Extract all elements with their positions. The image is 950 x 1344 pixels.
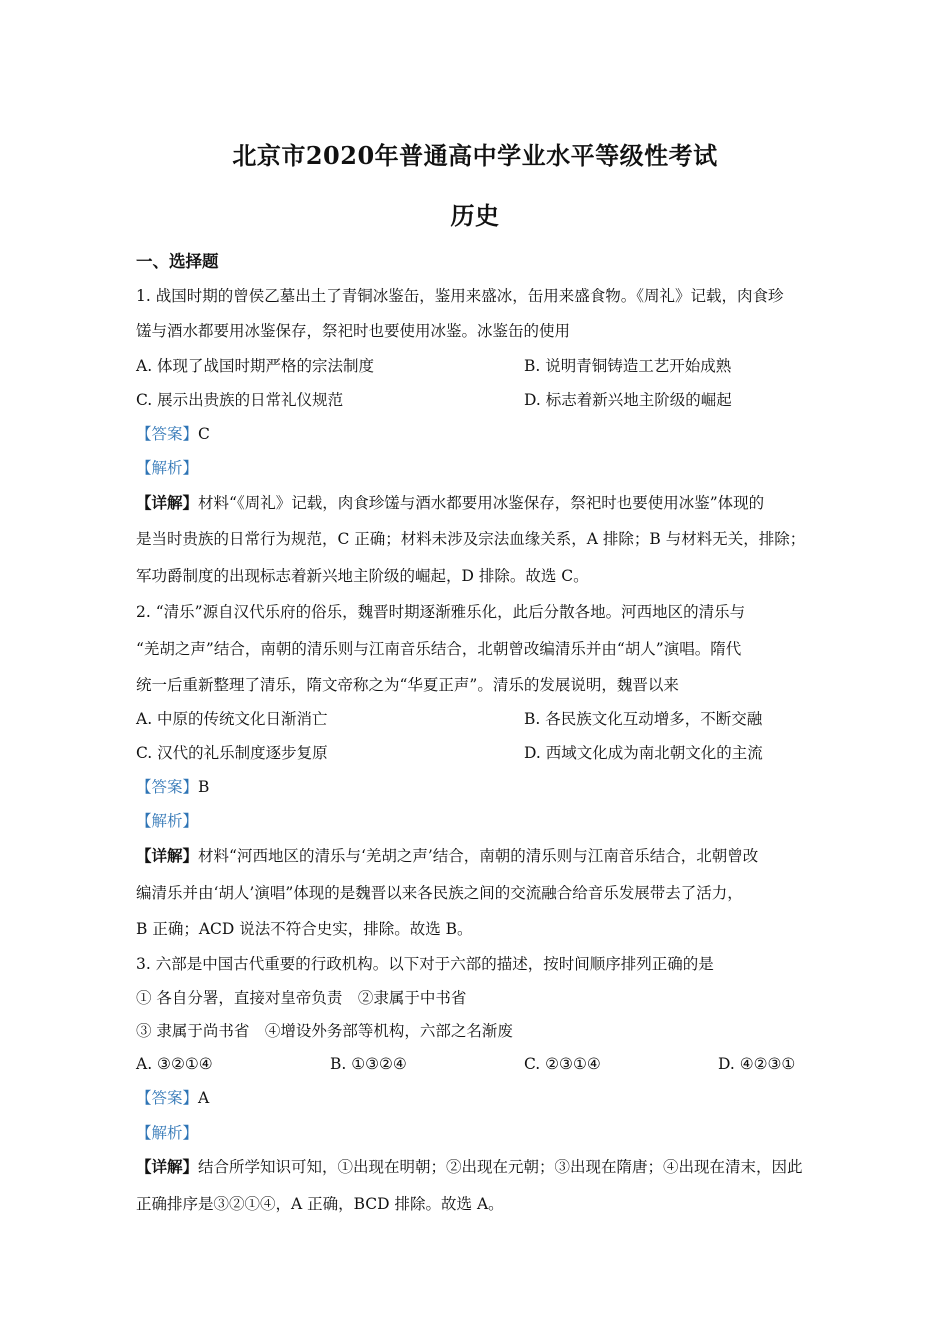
- section-heading: 一、选择题: [136, 252, 219, 271]
- q3-option-c: C. ②③①④: [524, 1055, 601, 1073]
- q1-stem-line: 馐与酒水都要用冰鉴保存，祭祀时也要使用冰鉴。冰鉴缶的使用: [136, 322, 571, 340]
- q3-detail-line: 正确排序是③②①④，A 正确，BCD 排除。故选 A。: [136, 1195, 504, 1213]
- document-title: 北京市2020年普通高中学业水平等级性考试: [232, 141, 718, 170]
- q3-option-a: A. ③②①④: [136, 1055, 213, 1073]
- q3-detail-text: 结合所学知识可知，①出现在明朝；②出现在元朝；③出现在隋唐；④出现在清末，因此: [198, 1158, 803, 1176]
- q2-answer-value: B: [198, 778, 210, 796]
- q1-analysis-label: 【解析】: [136, 459, 199, 477]
- q1-answer-value: C: [198, 425, 210, 443]
- answer-label: 【答案】: [136, 778, 199, 796]
- q3-option-d: D. ④②③①: [718, 1055, 796, 1073]
- q1-detail-line: [136, 492, 826, 514]
- q2-option-c: C. 汉代的礼乐制度逐步复原: [136, 744, 328, 762]
- q3-answer-value: A: [198, 1089, 210, 1107]
- q3-stem-line: 3. 六部是中国古代重要的行政机构。以下对于六部的描述，按时间顺序排列正确的是: [136, 955, 714, 973]
- answer-label: 【答案】: [136, 1089, 199, 1107]
- detail-label: 【详解】: [136, 493, 199, 512]
- q2-answer-row: [136, 776, 826, 798]
- q1-detail-line: 是当时贵族的日常行为规范，C 正确；材料未涉及宗法血缘关系，A 排除；B 与材料无关，排除；: [136, 530, 806, 548]
- q3-stem-line: ① 各自分署，直接对皇帝负责 ②隶属于中书省: [136, 989, 467, 1007]
- q2-stem-line: 2. “清乐”源自汉代乐府的俗乐，魏晋时期逐渐雅乐化，此后分散各地。河西地区的清乐与: [136, 603, 746, 621]
- q2-analysis-label: 【解析】: [136, 812, 199, 830]
- q3-detail-line: [136, 1156, 826, 1178]
- q2-stem-line: “羌胡之声”结合，南朝的清乐则与江南音乐结合，北朝曾改编清乐并由“胡人”演唱。隋代: [136, 640, 742, 658]
- q2-detail-line: B 正确；ACD 说法不符合史实，排除。故选 B。: [136, 920, 473, 938]
- q3-stem-line: ③ 隶属于尚书省 ④增设外务部等机构，六部之名渐废: [136, 1022, 513, 1040]
- answer-label: 【答案】: [136, 425, 199, 443]
- q2-detail-line: 编清乐并由‘胡人’演唱”体现的是魏晋以来各民族之间的交流融合给音乐发展带去了活力，: [136, 884, 743, 902]
- document-subject: 历史: [450, 201, 500, 230]
- q2-detail-text: 材料“河西地区的清乐与‘羌胡之声’结合，南朝的清乐则与江南音乐结合，北朝曾改: [198, 847, 759, 865]
- q1-option-b: B. 说明青铜铸造工艺开始成熟: [524, 357, 732, 375]
- detail-label: 【详解】: [136, 846, 199, 865]
- q1-stem-line: 1. 战国时期的曾侯乙墓出土了青铜冰鉴缶，鉴用来盛冰，缶用来盛食物。《周礼》记载，肉食珍: [136, 287, 784, 305]
- q2-detail-line: [136, 845, 826, 867]
- q3-option-b: B. ①③②④: [330, 1055, 407, 1073]
- q1-option-c: C. 展示出贵族的日常礼仪规范: [136, 391, 344, 409]
- q2-option-d: D. 西域文化成为南北朝文化的主流: [524, 744, 763, 762]
- q3-analysis-label: 【解析】: [136, 1124, 199, 1142]
- q1-answer-row: [136, 423, 826, 445]
- q2-option-a: A. 中原的传统文化日渐消亡: [136, 710, 328, 728]
- detail-label: 【详解】: [136, 1157, 199, 1176]
- q3-answer-row: [136, 1087, 826, 1109]
- q1-option-d: D. 标志着新兴地主阶级的崛起: [524, 391, 732, 409]
- q2-stem-line: 统一后重新整理了清乐，隋文帝称之为“华夏正声”。清乐的发展说明，魏晋以来: [136, 676, 679, 694]
- q1-detail-line: 军功爵制度的出现标志着新兴地主阶级的崛起，D 排除。故选 C。: [136, 567, 589, 585]
- q2-option-b: B. 各民族文化互动增多，不断交融: [524, 710, 763, 728]
- q1-option-a: A. 体现了战国时期严格的宗法制度: [136, 357, 375, 375]
- q1-detail-text: 材料“《周礼》记载，肉食珍馐与酒水都要用冰鉴保存，祭祀时也要使用冰鉴”体现的: [198, 494, 765, 512]
